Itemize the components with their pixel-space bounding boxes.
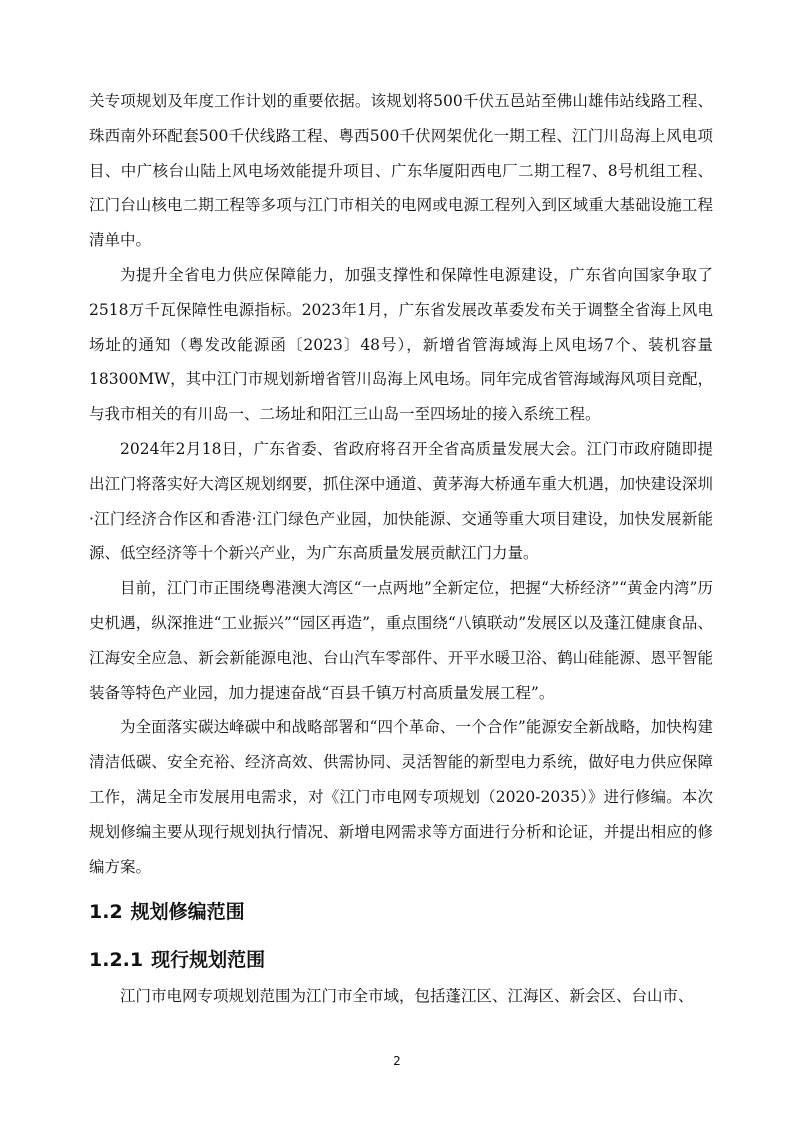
paragraph-development-conference: 2024年2月18日，广东省委、省政府将召开全省高质量发展大会。江门市政府随即提出江门将落实好大湾区规划纲要，抓住深中通道、黄茅海大桥通车重大机遇，加快建设深圳·江门经济合作区和香港·江门绿色产业园，加快能源、交通等重大项目建设，加快发展新能源、低空经济等十个新兴产业，为广东高质量发展贡献江门力量。 (89, 439, 713, 563)
page-content (89, 84, 713, 1005)
paragraph-bay-area: 目前，江门市正围绕粤港澳大湾区“一点两地”全新定位，把握“大桥经济”“黄金内湾”历史机遇，纵深推进“工业振兴”“园区再造”，重点围绕“八镇联动”发展区以及蓬江健康食品、江海安全应急、新会新能源电池、台山汽车零部件、开平水暖卫浴、鹤山硅能源、恩平智能装备等特色产业园，加力提速奋战“百县千镇万村高质量发展工程”。 (89, 579, 713, 702)
section-title: 规划修编范围 (130, 901, 245, 923)
page-number: 2 (393, 1054, 401, 1068)
paragraph-continuation: 关专项规划及年度工作计划的重要依据。该规划将500千伏五邑站至佛山雄伟站线路工程、珠西南外环配套500千伏线路工程、粤西500千伏网架优化一期工程、江门川岛海上风电项目、中广核台山陆上风电场效能提升项目、广东华厦阳西电厂二期工程7、8号机组工程、江门台山核电二期工程等多项与江门市相关的电网或电源工程列入到区域重大基础设施工程清单中。 (89, 92, 713, 250)
subsection-number: 1.2.1 (89, 949, 144, 971)
paragraph-planning-scope: 江门市电网专项规划范围为江门市全市域，包括蓬江区、江海区、新会区、台山市、 (120, 987, 694, 1005)
paragraph-power-supply: 为提升全省电力供应保障能力，加强支撑性和保障性电源建设，广东省向国家争取了2518万千瓦保障性电源指标。2023年1月，广东省发展改革委发布关于调整全省海上风电场址的通知（粤发改能源函〔2023〕48号），新增省管海域海上风电场7个、装机容量18300MW，其中江门市规划新增省管川岛海上风电场。同年完成省管海域海风项目竞配，与我市相关的有川岛一、二场址和阳江三山岛一至四场址的接入系统工程。 (89, 265, 713, 424)
section-heading-1-2 (89, 900, 245, 924)
subsection-title: 现行规划范围 (151, 949, 266, 971)
section-number: 1.2 (89, 901, 123, 923)
paragraph-carbon-strategy: 为全面落实碳达峰碳中和战略部署和“四个革命、一个合作”能源安全新战略，加快构建清洁低碳、安全充裕、经济高效、供需协同、灵活智能的新型电力系统，做好电力供应保障工作，满足全市发展用电需求，对《江门市电网专项规划（2020-2035）》进行修编。本次规划修编主要从现行规划执行情况、新增电网需求等方面进行分析和论证，并提出相应的修编方案。 (89, 718, 713, 876)
section-heading-1-2-1 (89, 948, 265, 972)
